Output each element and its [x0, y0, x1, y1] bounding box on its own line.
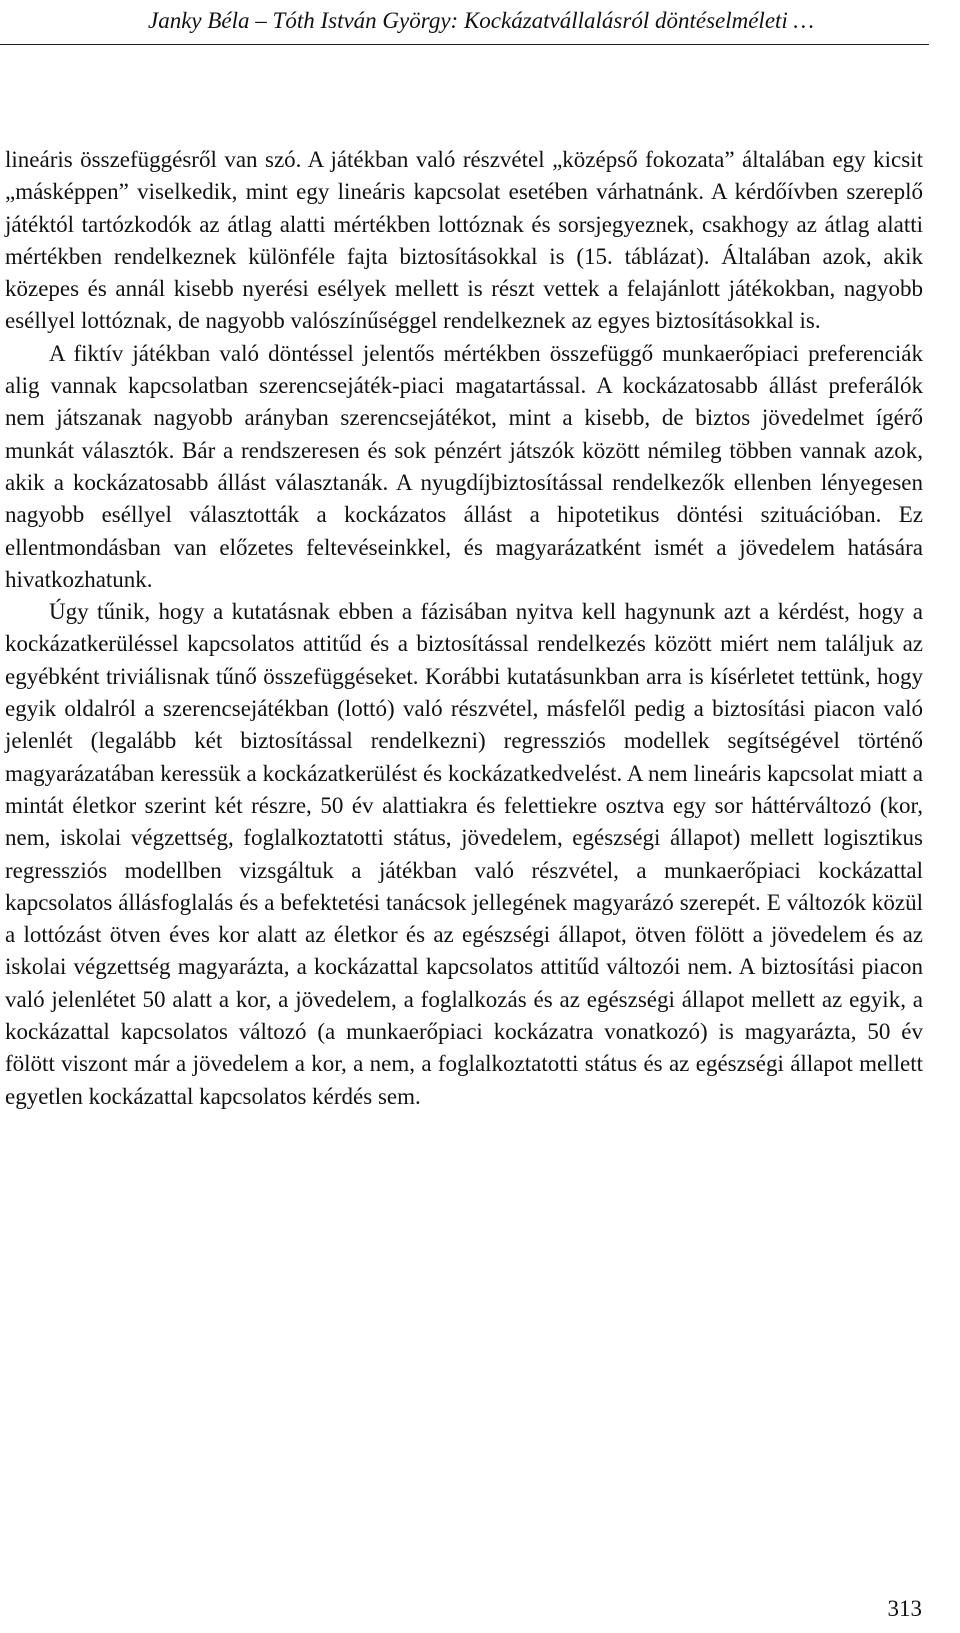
- paragraph-3: Úgy tűnik, hogy a kutatásnak ebben a fázisában nyitva kell hagynunk azt a kérdést, hogy a kockázatkerüléssel kapcsolatos attitűd és a biztosítással rendelkezés között miért nem találjuk az egyébként triviálisnak tűnő összefüggéseket. Korábbi kutatásunkban arra is kísérletet tettünk, hogy egyik oldalról a szerencsejátékban (lottó) való részvétel, másfelől pedig a biztosítási piacon való jelenlét (legalább két biztosítással rendelkezni) regressziós modellek segítségével történő magyarázatában keressük a kockázatkerülést és kockázatkedvelést. A nem lineáris kapcsolat miatt a mintát életkor szerint két részre, 50 év alattiakra és felettiekre osztva egy sor háttérváltozó (kor, nem, iskolai végzettség, foglalkoztatotti státus, jövedelem, egészségi állapot) mellett logisztikus regressziós modellben vizsgáltuk a játékban való részvétel, a munkaerőpiaci kockázattal kapcsolatos állásfoglalás és a befektetési tanácsok jellegének magyarázó szerepét. E változók közül a lottózást ötven éves kor alatt az életkor és az egészségi állapot, ötven fölött a jövedelem és az iskolai végzettség magyarázta, a kockázattal kapcsolatos attitűd változói nem. A biztosítási piacon való jelenlétet 50 alatt a kor, a jövedelem, a foglalkozás és az egészségi állapot mellett az egyik, a kockázattal kapcsolatos változó (a munkaerőpiaci kockázatra vonatkozó) is magyarázta, 50 év fölött viszont már a jövedelem a kor, a nem, a foglalkoztatotti státus és az egészségi állapot mellett egyetlen kockázattal kapcsolatos kérdés sem.: [5, 599, 923, 1109]
- paragraph-1: lineáris összefüggésről van szó. A játékban való részvétel „középső fokozata” általában egy kicsit „másképpen” viselkedik, mint egy lineáris kapcsolat esetében várhatnánk. A kérdőívben szereplő játéktól tartózkodók az átlag alatti mértékben lottóznak és sorsjegyeznek, csakhogy az átlag alatti mértékben rendelkeznek különféle fajta biztosításokkal is (15. táblázat). Általában azok, akik közepes és annál kisebb nyerési esélyek mellett is részt vettek a felajánlott játékokban, nagyobb eséllyel lottóznak, de nagyobb valószínűséggel rendelkeznek az egyes biztosításokkal is.: [5, 147, 923, 334]
- page-number: 313: [887, 1596, 922, 1621]
- running-head: Janky Béla – Tóth István György: Kockázatvállalásról döntéselméleti …: [148, 8, 815, 33]
- paragraph-2: A fiktív játékban való döntéssel jelentős mértékben összefüggő munkaerőpiaci preferenciák alig vannak kapcsolatban szerencsejáték-piaci magatartással. A kockázatosabb állást preferálók nem játszanak nagyobb arányban szerencsejátékot, mint a kisebb, de biztos jövedelmet ígérő munkát választók. Bár a rendszeresen és sok pénzért játszók között némileg többen vannak azok, akik a kockázatosabb állást választanák. A nyugdíjbiztosítással rendelkezők ellenben lényegesen nagyobb eséllyel választották a kockázatos állást a hipotetikus döntési szituációban. Ez ellentmondásban van előzetes feltevéseinkkel, és magyarázatként ismét a jövedelem hatására hivatkozhatunk.: [5, 340, 923, 592]
- header-rule: [0, 44, 929, 45]
- body-text: [5, 144, 923, 1113]
